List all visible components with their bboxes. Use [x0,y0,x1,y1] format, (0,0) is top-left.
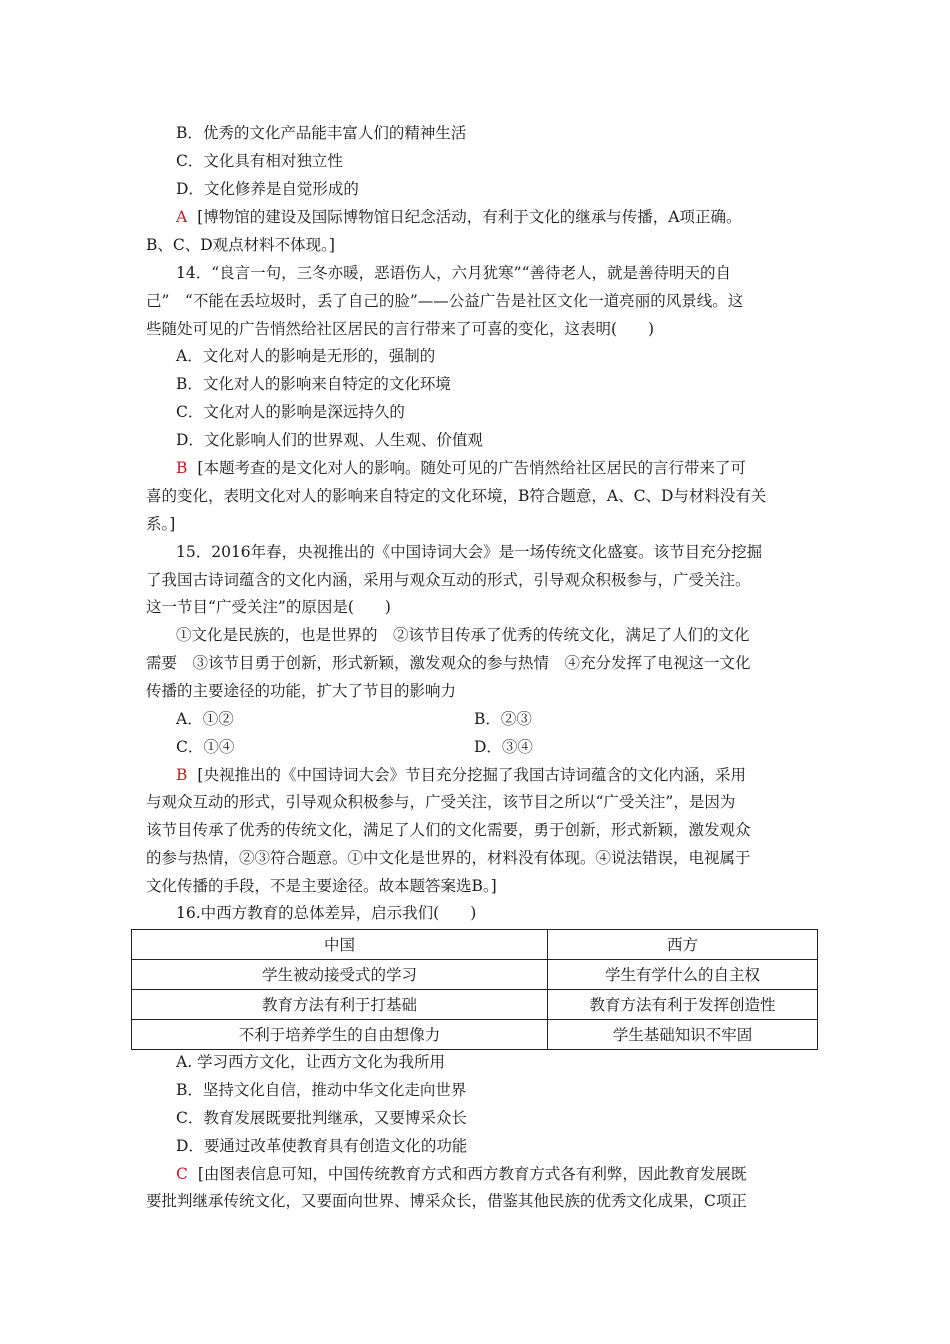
q15-statement-line: 传播的主要途径的功能，扩大了节目的影响力 [146,682,457,700]
q15-option-a: A．①② [176,710,234,728]
q13-explanation-line: A [博物馆的建设及国际博物馆日纪念活动，有利于文化的继承与传播，A项正确。 [176,208,742,226]
q16-stem: 16.中西方教育的总体差异，启示我们( ) [176,904,477,922]
table-row [132,990,818,1020]
q14-stem-line: 些随处可见的广告悄然给社区居民的言行带来了可喜的变化，这表明( ) [146,320,655,338]
q15-explanation-line: 该节目传承了优秀的传统文化，满足了人们的文化需要，勇于创新，形式新颖，激发观众 [146,821,751,839]
q16-answer-letter: C [176,1165,188,1183]
q15-explanation-line: 与观众互动的形式，引导观众积极参与，广受关注，该节目之所以“广受关注”，是因为 [146,793,736,811]
table-header-west: 西方 [548,930,818,960]
q15-stem-line: 15．2016年春，央视推出的《中国诗词大会》是一场传统文化盛宴。该节目充分挖掘 [176,543,763,561]
q15-statement-line: 需要 ③该节目勇于创新，形式新颖，激发观众的参与热情 ④充分发挥了电视这一文化 [146,654,751,672]
q13-option-d: D．文化修养是自觉形成的 [176,180,359,198]
q13-option-c: C．文化具有相对独立性 [176,152,343,170]
table-header-row [132,930,818,960]
q13-option-b: B．优秀的文化产品能丰富人们的精神生活 [176,124,467,142]
q15-answer-letter: B [176,766,188,784]
q15-explanation-line: 文化传播的手段，不是主要途径。故本题答案选B。] [146,877,497,895]
q16-option-b: B．坚持文化自信，推动中华文化走向世界 [176,1081,467,1099]
q16-option-d: D．要通过改革使教育具有创造文化的功能 [176,1137,468,1155]
table-cell: 学生被动接受式的学习 [132,960,548,990]
q16-explanation-line: C [由图表信息可知，中国传统教育方式和西方教育方式各有利弊，因此教育发展既 [176,1165,747,1183]
q16-option-a: A. 学习西方文化，让西方文化为我所用 [176,1053,446,1071]
q14-stem-line: 14．“良言一句，三冬亦暖，恶语伤人，六月犹寒”“善待老人，就是善待明天的自 [176,264,731,282]
table-row [132,960,818,990]
q15-statement-line: ①文化是民族的，也是世界的 ②该节目传承了优秀的传统文化，满足了人们的文化 [176,626,750,644]
table-cell: 学生基础知识不牢固 [548,1020,818,1050]
q15-option-b: B．②③ [474,710,532,728]
q14-option-a: A．文化对人的影响是无形的，强制的 [176,347,436,365]
q15-stem-line: 了我国古诗词蕴含的文化内涵，采用与观众互动的形式，引导观众积极参与，广受关注。 [146,571,751,589]
table-cell: 教育方法有利于发挥创造性 [548,990,818,1020]
q15-option-d: D．③④ [474,738,533,756]
q14-option-d: D．文化影响人们的世界观、人生观、价值观 [176,431,483,449]
q13-answer-letter: A [176,208,188,226]
q14-option-b: B．文化对人的影响来自特定的文化环境 [176,375,451,393]
q16-explanation-line: 要批判继承传统文化，又要面向世界、博采众长，借鉴其他民族的优秀文化成果，C项正 [146,1192,747,1210]
comparison-table [131,929,818,1050]
q14-stem-line: 己” “不能在丢垃圾时，丢了自己的脸”——公益广告是社区文化一道亮丽的风景线。这 [146,292,744,310]
q14-explanation-line: 系。] [146,515,176,533]
table-cell: 不利于培养学生的自由想像力 [132,1020,548,1050]
q15-explanation-line: B [央视推出的《中国诗词大会》节目充分挖掘了我国古诗词蕴含的文化内涵，采用 [176,766,746,784]
q14-option-c: C．文化对人的影响是深远持久的 [176,403,405,421]
table-row [132,1020,818,1050]
table-cell: 教育方法有利于打基础 [132,990,548,1020]
table-header-china: 中国 [132,930,548,960]
q14-explanation-line: 喜的变化，表明文化对人的影响来自特定的文化环境，B符合题意，A、C、D与材料没有关 [146,487,767,505]
q14-explanation-line: B [本题考查的是文化对人的影响。随处可见的广告悄然给社区居民的言行带来了可 [176,459,746,477]
q14-answer-letter: B [176,459,188,477]
q15-explanation-line: 的参与热情，②③符合题意。①中文化是世界的，材料没有体现。④说法错误，电视属于 [146,849,751,867]
q13-explanation-line: B、C、D观点材料不体现。] [146,236,335,254]
q15-stem-line: 这一节目“广受关注”的原因是( ) [146,598,391,616]
table-cell: 学生有学什么的自主权 [548,960,818,990]
q15-option-c: C．①④ [176,738,235,756]
q16-option-c: C．教育发展既要批判继承，又要博采众长 [176,1109,467,1127]
